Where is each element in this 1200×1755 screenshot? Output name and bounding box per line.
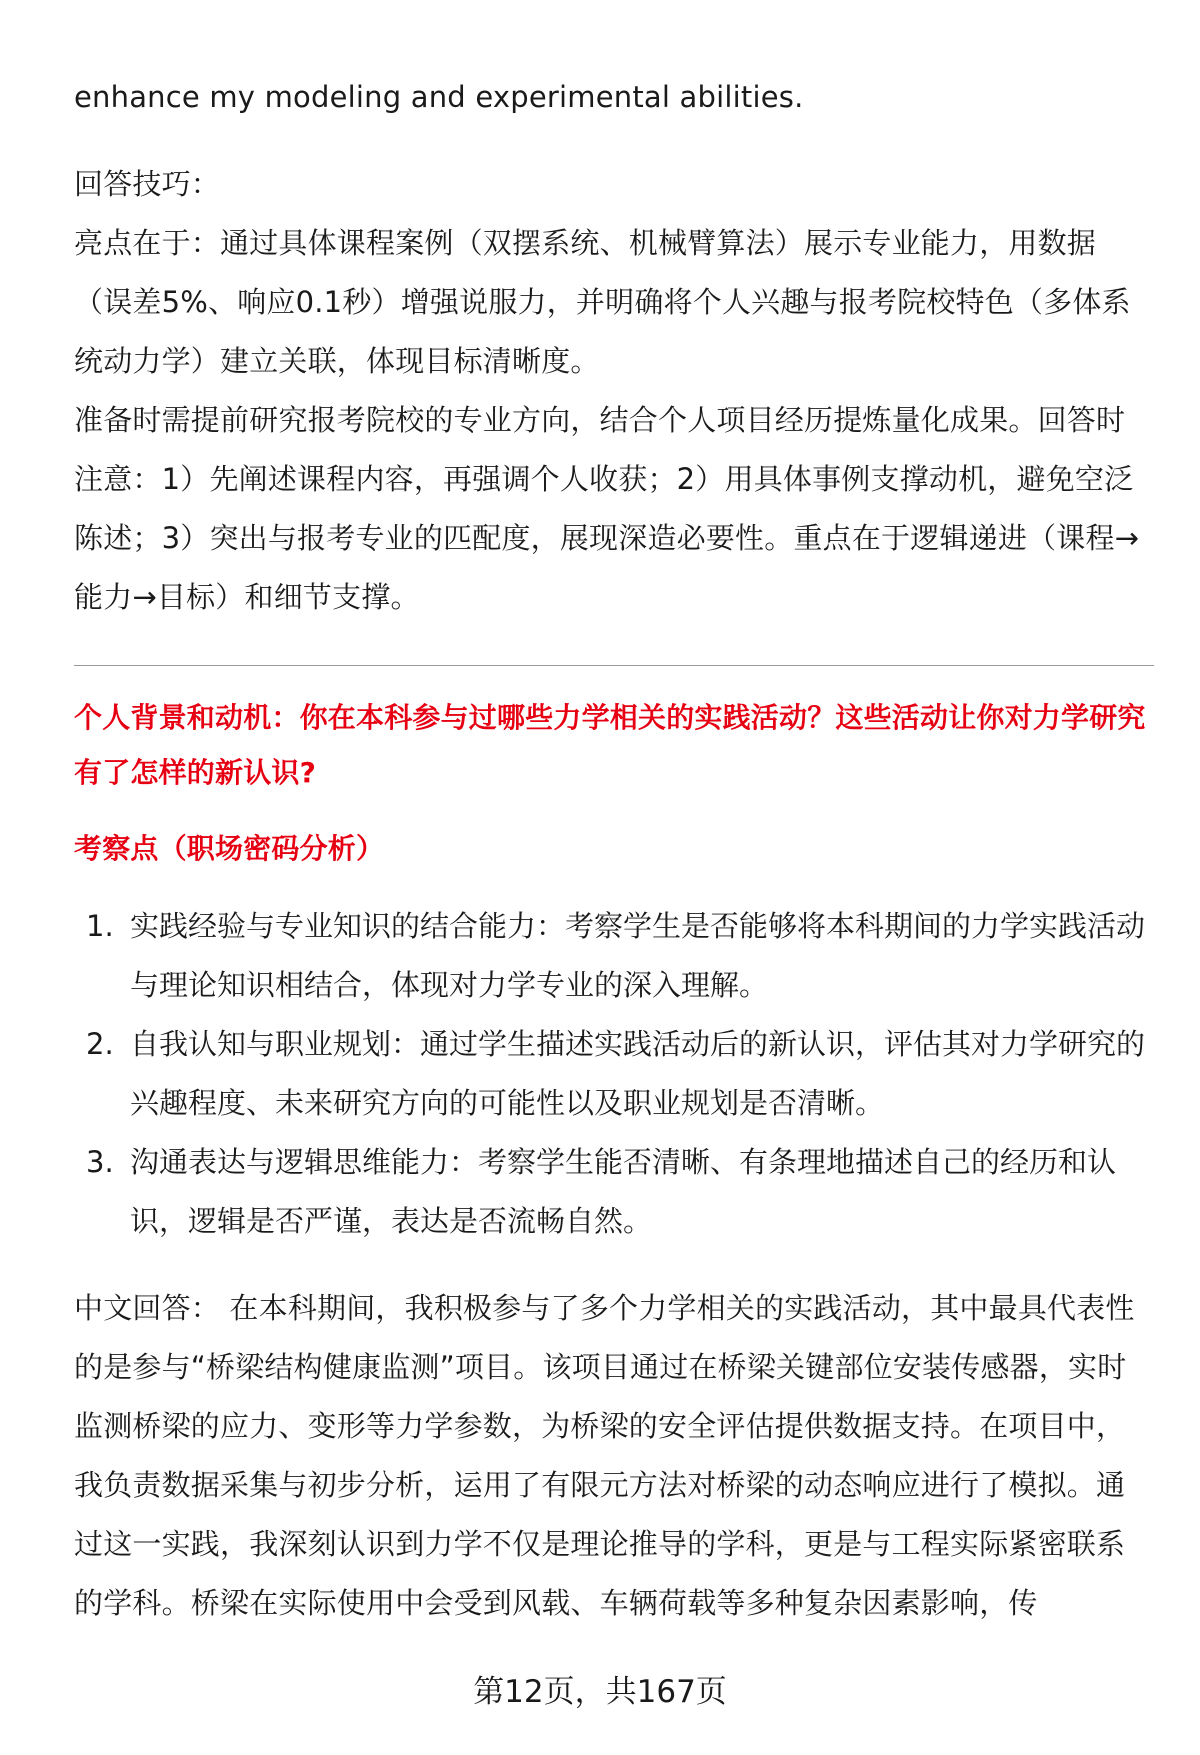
tips-paragraph: 亮点在于：通过具体课程案例（双摆系统、机械臂算法）展示专业能力，用数据（误差5%、响应0.1秒）增强说服力，并明确将个人兴趣与报考院校特色（多体系统动力学）建立关联，体现目标清晰度。 — [74, 226, 1131, 378]
list-item-number: 2. — [86, 1027, 114, 1061]
list-item-text: 自我认知与职业规划：通过学生描述实践活动后的新认识，评估其对力学研究的兴趣程度、未来研究方向的可能性以及职业规划是否清晰。 — [130, 1027, 1146, 1120]
question-title: 个人背景和动机：你在本科参与过哪些力学相关的实践活动？这些活动让你对力学研究有了怎样的新认识? — [74, 701, 1146, 789]
answer-paragraph: 中文回答： 在本科期间，我积极参与了多个力学相关的实践活动，其中最具代表性的是参与“桥梁结构健康监测”项目。该项目通过在桥梁关键部位安装传感器，实时监测桥梁的应力、变形等力学参数，为桥梁的安全评估提供数据支持。在项目中，我负责数据采集与初步分析，运用了有限元方法对桥梁的动态响应进行了模拟。通过这一实践，我深刻认识到力学不仅是理论推导的学科，更是与工程实际紧密联系的学科。桥梁在实际使用中会受到风载、车辆荷载等多种复杂因素影响，传 — [74, 1291, 1135, 1620]
section-divider — [74, 665, 1154, 666]
list-item — [74, 1015, 1154, 1133]
list-item — [74, 897, 1154, 1015]
list-item-number: 1. — [86, 909, 114, 943]
page-content — [74, 68, 1154, 1633]
list-item-text: 沟通表达与逻辑思维能力：考察学生能否清晰、有条理地描述自己的经历和认识，逻辑是否严谨，表达是否流畅自然。 — [130, 1145, 1117, 1238]
focus-heading: 考察点（职场密码分析） — [74, 832, 385, 865]
tips-heading: 回答技巧： — [74, 167, 221, 201]
intro-line: enhance my modeling and experimental abilities. — [74, 80, 804, 114]
list-item — [74, 1133, 1154, 1251]
list-item-text: 实践经验与专业知识的结合能力：考察学生是否能够将本科期间的力学实践活动与理论知识相结合，体现对力学专业的深入理解。 — [130, 909, 1146, 1002]
tips-paragraph: 准备时需提前研究报考院校的专业方向，结合个人项目经历提炼量化成果。回答时注意：1）先阐述课程内容，再强调个人收获；2）用具体事例支撑动机，避免空泛陈述；3）突出与报考专业的匹配度，展现深造必要性。重点在于逻辑递进（课程→能力→目标）和细节支撑。 — [74, 403, 1140, 614]
list-item-number: 3. — [86, 1145, 114, 1179]
focus-list — [74, 897, 1154, 1251]
page-number: 第12页，共167页 — [473, 1674, 727, 1710]
